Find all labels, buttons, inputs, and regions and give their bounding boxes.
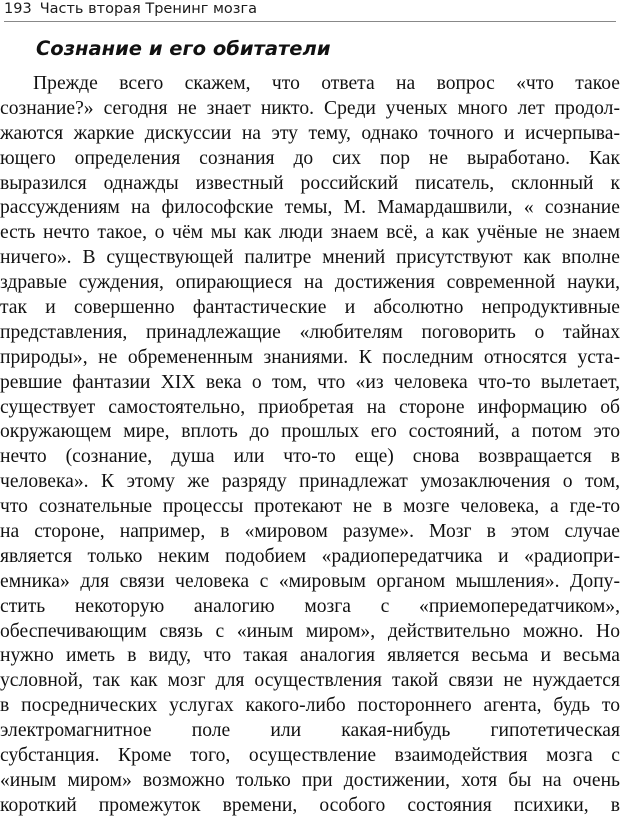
text-line: на стороне, например, в «мировом разуме». Мозг в этом случае [0, 521, 620, 543]
text-line: выразился однажды известный российский писатель, склонный к [0, 172, 620, 194]
text-line: есть нечто такое, о чём мы как люди знаем всё, а как учёные не знаем [0, 222, 620, 244]
text-line: окружающем мире, вплоть до прошлых его состояний, а потом это [0, 421, 620, 443]
page-number: 193 [4, 1, 32, 17]
text-line: электромагнитное поле или какая-нибудь гипотетическая [0, 720, 620, 742]
text-line: что сознательные процессы протекают не в мозге человека, а где-то [0, 496, 620, 518]
text-line: «иным миром» возможно только при достижении, хотя бы на очень [0, 769, 620, 791]
text-line: человека». К этому же разряду принадлежат умозаключения о том, [0, 471, 620, 493]
text-line: сознание?» сегодня не знает никто. Среди ученых много лет продол- [0, 97, 620, 119]
text-line: нечто (сознание, душа или что-то еще) снова возвращается в [0, 446, 620, 468]
section-title: Сознание и его обитатели [36, 37, 331, 60]
text-line: представления, принадлежащие «любителям поговорить о тайнах [0, 321, 620, 343]
text-line: ревшие фантазии XIX века о том, что «из человека что-то вылетает, [0, 371, 620, 393]
text-line: так и совершенно фантастические и абсолютно непродуктивные [0, 297, 620, 319]
text-line: Прежде всего скажем, что ответа на вопрос «что такое [33, 73, 620, 94]
text-line: природы», не обремененным знаниями. К последним относятся уста- [0, 346, 620, 368]
running-header [4, 0, 616, 22]
running-title: Часть вторая Тренинг мозга [39, 1, 257, 17]
text-line: стить некоторую аналогию мозга с «приемопередатчиком», [0, 595, 620, 617]
text-line: ющего определения сознания до сих пор не выработано. Как [0, 147, 620, 169]
text-line: емника» для связи человека с «мировым органом мышления». Допу- [0, 570, 620, 592]
text-line: здравые суждения, опирающиеся на достижения современной науки, [0, 272, 620, 294]
text-line: является только неким подобием «радиопередатчика и «радиопри- [0, 545, 620, 567]
text-line: в посреднических услугах какого-либо постороннего агента, будь то [0, 695, 620, 717]
text-line: субстанция. Кроме того, осуществление взаимодействия мозга с [0, 745, 620, 767]
text-line: короткий промежуток времени, особого состояния психики, в [0, 794, 620, 816]
text-line: жаются жаркие дискуссии на эту тему, однако точного и исчерпыва- [0, 122, 620, 144]
text-line: нужно иметь в виду, что такая аналогия является весьма и весьма [0, 645, 620, 667]
text-line: существует самостоятельно, приобретая на стороне информацию об [0, 396, 620, 418]
text-line: условной, так как мозг для осуществления такой связи не нуждается [0, 670, 620, 692]
text-line: рассуждениям на философские темы, М. Мамардашвили, « сознание [0, 197, 620, 219]
text-line: ничего». В существующей палитре мнений присутствуют как вполне [0, 247, 620, 269]
text-line: обеспечивающим связь с «иным миром», действительно можно. Но [0, 620, 620, 642]
body-text [0, 72, 620, 819]
